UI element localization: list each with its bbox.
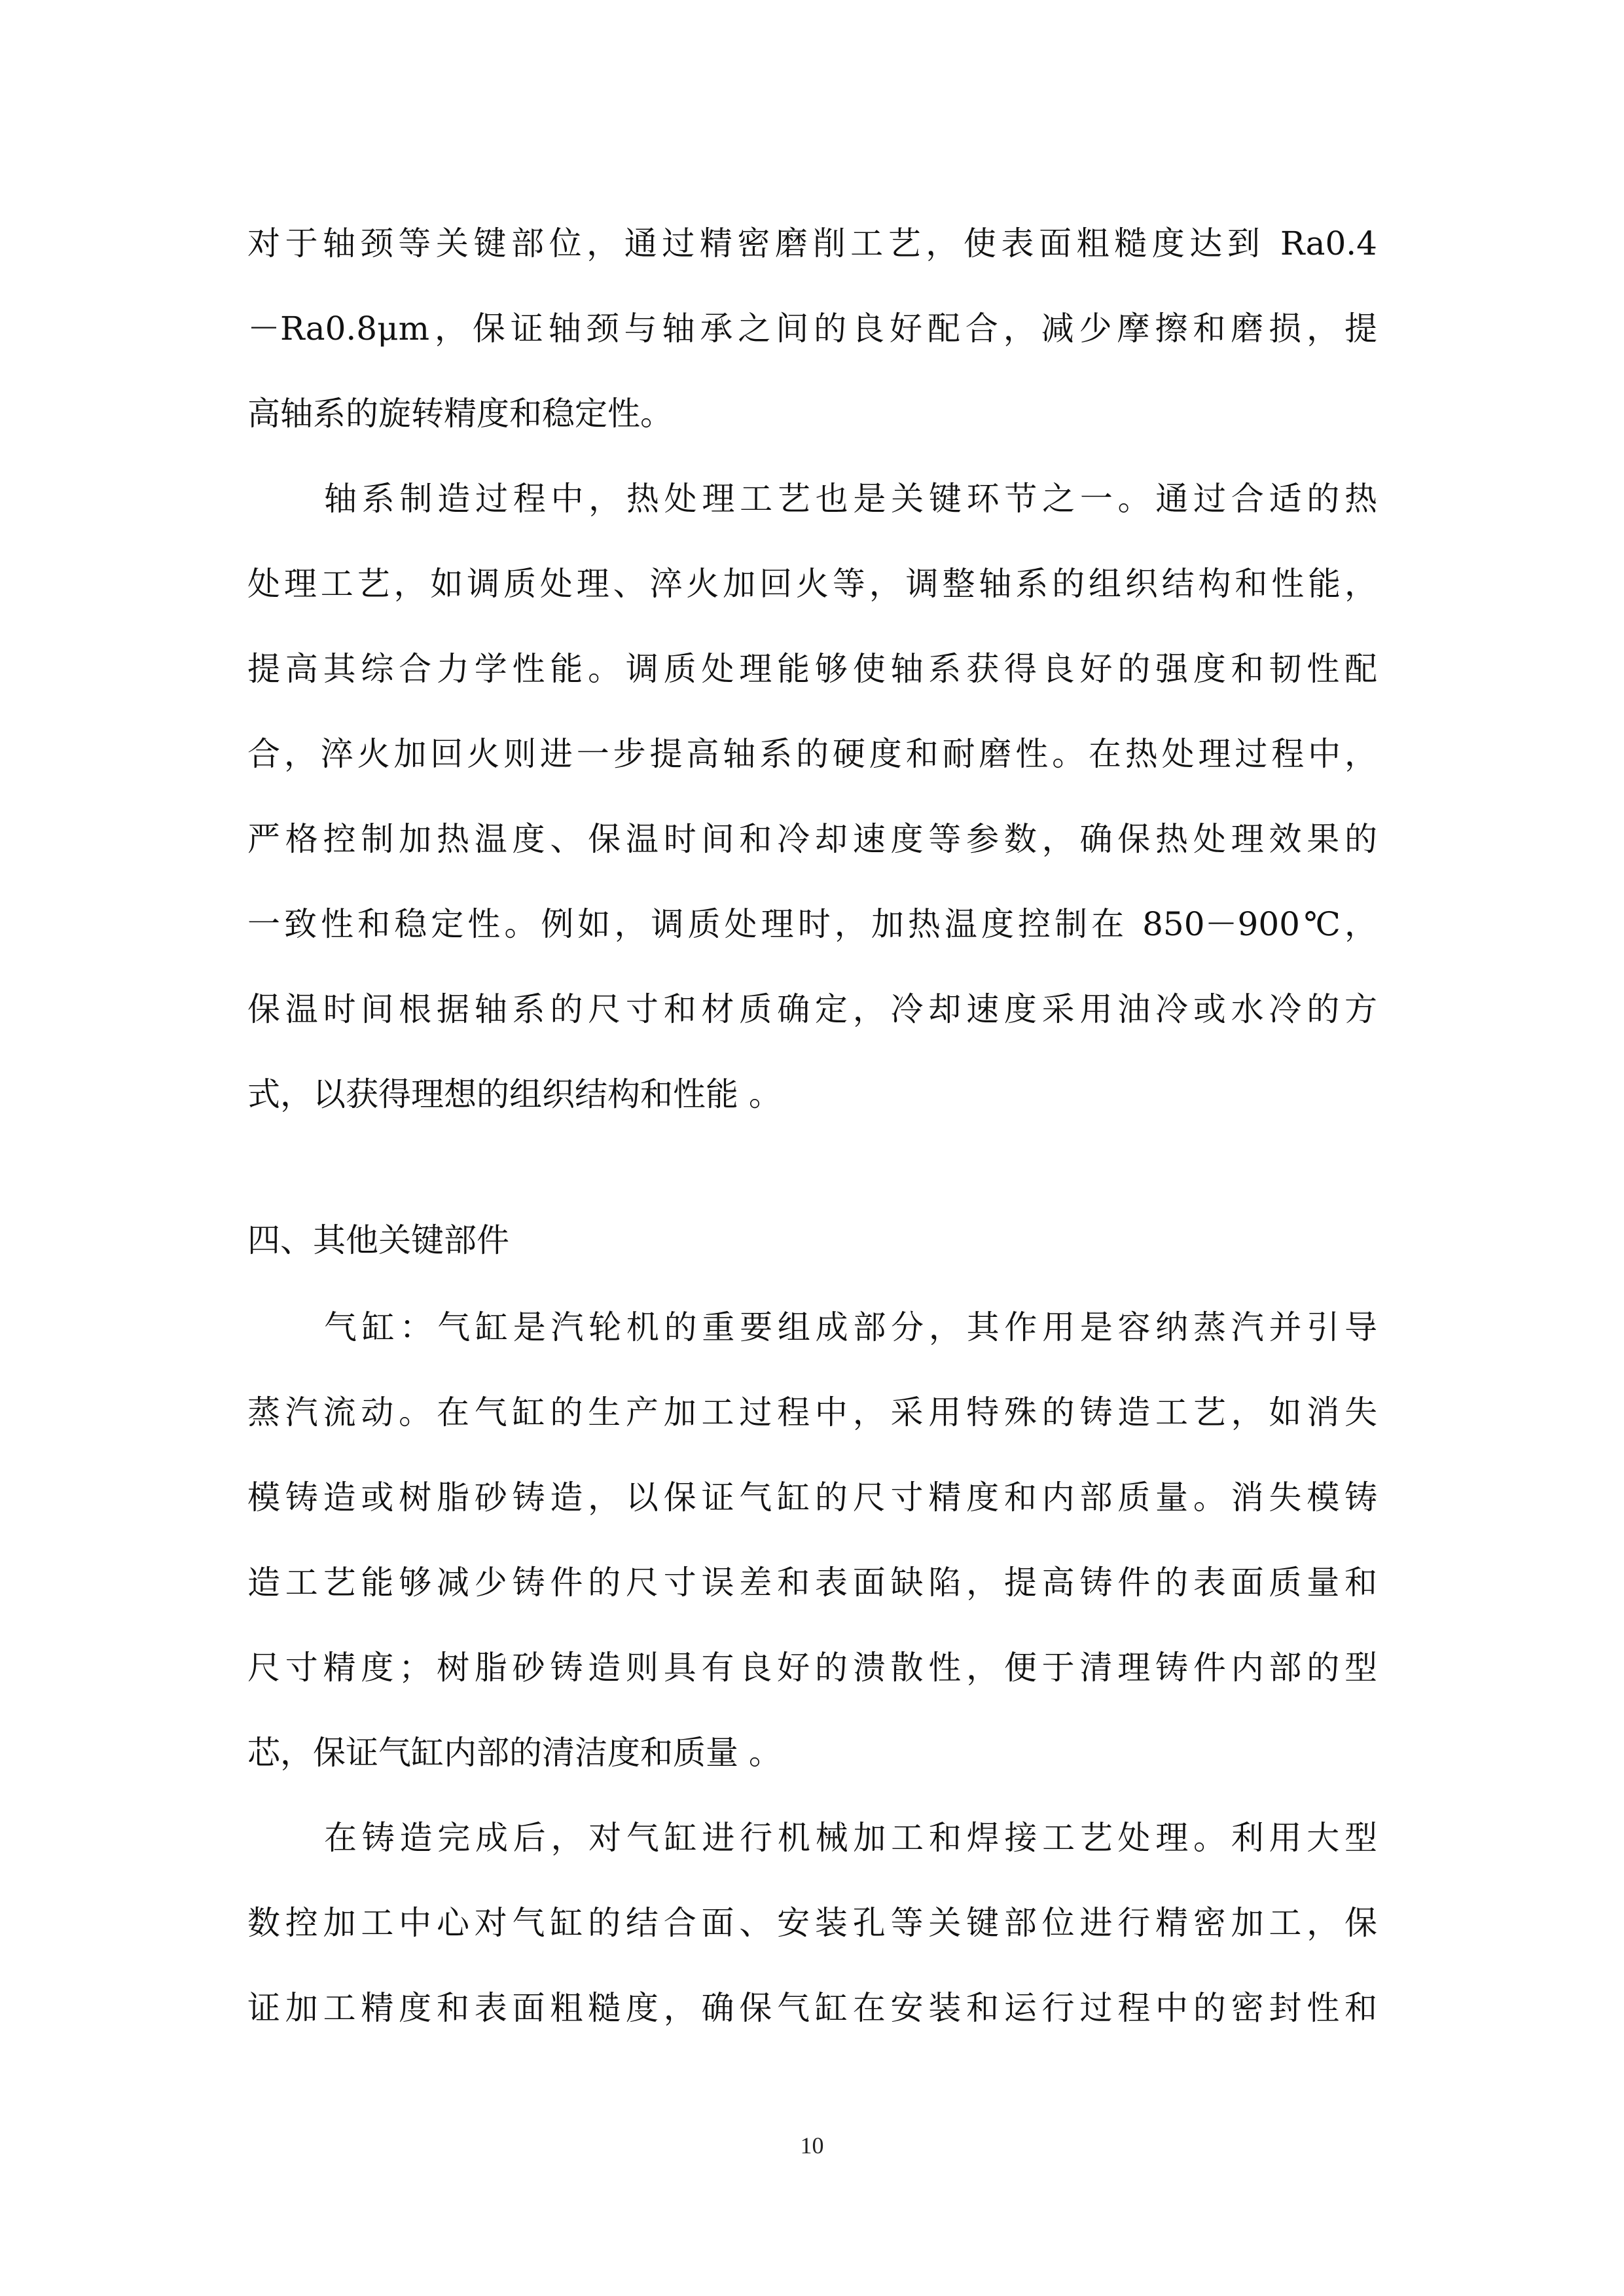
paragraph-2-line-5: 严格控制加热温度、保温时间和冷却速度等参数，确保热处理效果的: [247, 820, 1377, 858]
paragraph-1-line-2: －Ra0.8μm，保证轴颈与轴承之间的良好配合，减少摩擦和磨损，提: [247, 310, 1377, 348]
paragraph-4-line-1: 在铸造完成后，对气缸进行机械加工和焊接工艺处理。利用大型: [324, 1819, 1377, 1857]
paragraph-2-line-8: 式，以获得理想的组织结构和性能 。: [247, 1075, 782, 1113]
paragraph-2-line-7: 保温时间根据轴系的尺寸和材质确定，冷却速度采用油冷或水冷的方: [247, 990, 1377, 1028]
paragraph-2-line-6: 一致性和稳定性。例如，调质处理时，加热温度控制在 850－900℃，: [247, 905, 1377, 943]
paragraph-4-line-2: 数控加工中心对气缸的结合面、安装孔等关键部位进行精密加工，保: [247, 1904, 1377, 1942]
paragraph-2-line-1: 轴系制造过程中，热处理工艺也是关键环节之一。通过合适的热: [324, 480, 1377, 518]
paragraph-3-line-2: 蒸汽流动。在气缸的生产加工过程中，采用特殊的铸造工艺，如消失: [247, 1393, 1377, 1431]
page-number: 10: [800, 2132, 824, 2159]
paragraph-3-line-6: 芯，保证气缸内部的清洁度和质量 。: [247, 1734, 782, 1772]
paragraph-3-line-1: 气缸：气缸是汽轮机的重要组成部分，其作用是容纳蒸汽并引导: [324, 1308, 1377, 1346]
paragraph-4-line-3: 证加工精度和表面粗糙度，确保气缸在安装和运行过程中的密封性和: [247, 1989, 1377, 2027]
paragraph-2-line-2: 处理工艺，如调质处理、淬火加回火等，调整轴系的组织结构和性能，: [247, 565, 1377, 603]
section-heading: 四、其他关键部件: [247, 1221, 509, 1259]
paragraph-3-line-3: 模铸造或树脂砂铸造，以保证气缸的尺寸精度和内部质量。消失模铸: [247, 1479, 1377, 1516]
paragraph-1-line-1: 对于轴颈等关键部位，通过精密磨削工艺，使表面粗糙度达到 Ra0.4: [247, 224, 1377, 262]
paragraph-2-line-3: 提高其综合力学性能。调质处理能够使轴系获得良好的强度和韧性配: [247, 650, 1377, 688]
paragraph-1-line-3: 高轴系的旋转精度和稳定性。: [247, 395, 673, 433]
paragraph-3-line-5: 尺寸精度；树脂砂铸造则具有良好的溃散性，便于清理铸件内部的型: [247, 1649, 1377, 1687]
paragraph-2-line-4: 合，淬火加回火则进一步提高轴系的硬度和耐磨性。在热处理过程中，: [247, 735, 1377, 773]
paragraph-3-line-4: 造工艺能够减少铸件的尺寸误差和表面缺陷，提高铸件的表面质量和: [247, 1564, 1377, 1602]
